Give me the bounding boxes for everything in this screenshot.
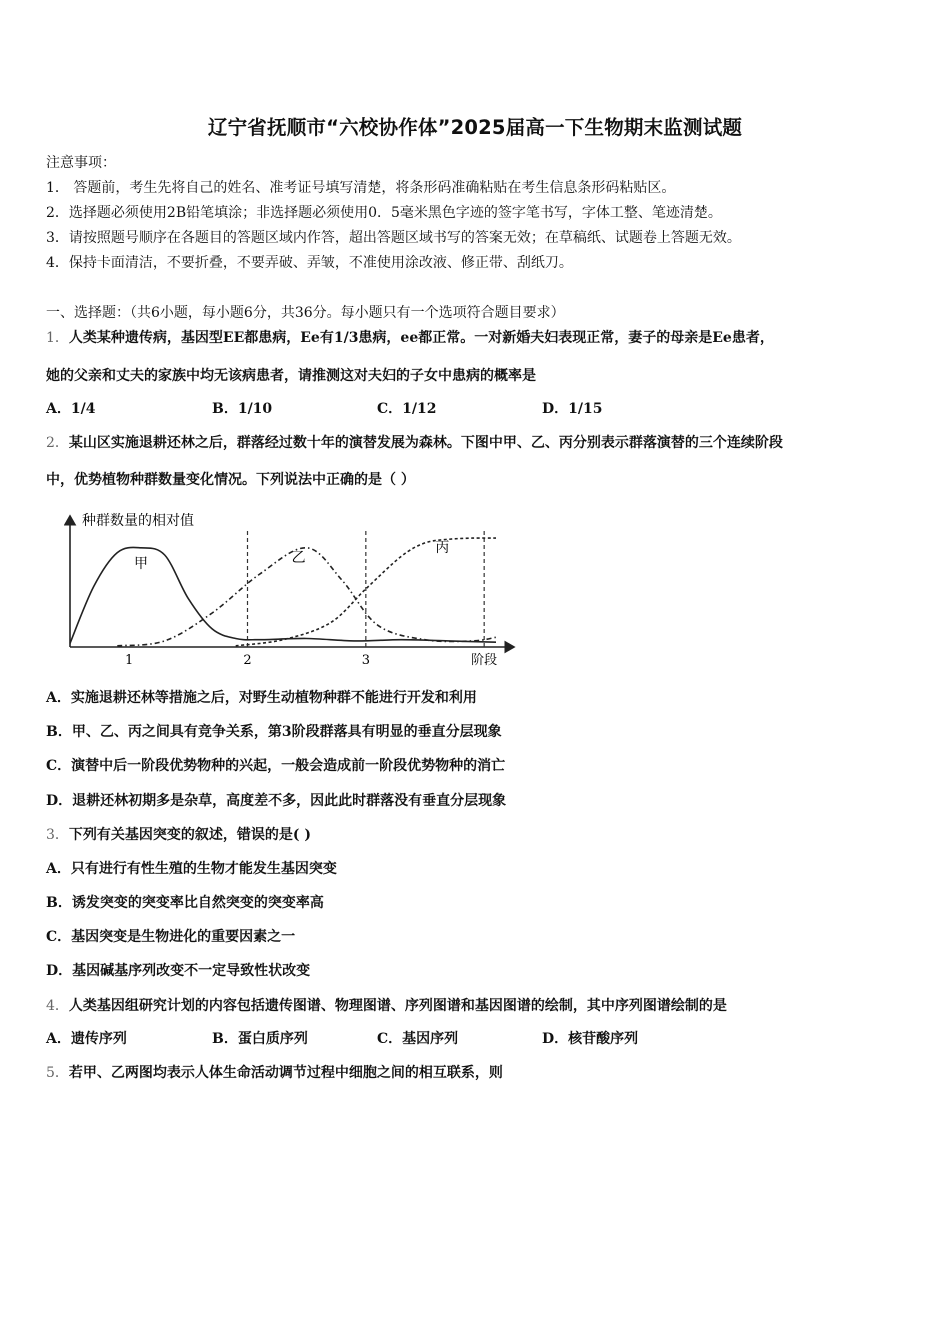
notice-item-2: 2．选择题必须使用2B铅笔填涂；非选择题必须使用0．5毫米黑色字迹的签字笔书写，字体工整、笔迹清楚。 <box>46 205 722 221</box>
question-1-option-d: D．1/15 <box>542 401 603 417</box>
question-3-option-b: B．诱发突变的突变率比自然突变的突变率高 <box>46 895 324 911</box>
question-2-option-c: C．演替中后一阶段优势物种的兴起，一般会造成前一阶段优势物种的消亡 <box>46 758 506 774</box>
question-3-option-d: D．基因碱基序列改变不一定导致性状改变 <box>46 963 311 979</box>
question-1-option-b: B．1/10 <box>212 401 273 417</box>
question-4-option-a: A．遗传序列 <box>46 1031 127 1047</box>
x-axis-label: 阶段 <box>471 653 498 668</box>
series-label-3: 丙 <box>435 540 450 557</box>
question-2-option-d: D．退耕还林初期多是杂草，高度差不多，因此此时群落没有垂直分层现象 <box>46 793 507 809</box>
question-4-option-b: B．蛋白质序列 <box>212 1031 308 1047</box>
succession-chart <box>64 508 524 668</box>
question-4-option-d: D．核苷酸序列 <box>542 1031 639 1047</box>
notice-item-4: 4．保持卡面清洁，不要折叠，不要弄破、弄皱，不准使用涂改液、修正带、刮纸刀。 <box>46 255 573 271</box>
series-label-2: 乙 <box>291 549 306 566</box>
question-2-stem: 某山区实施退耕还林之后，群落经过数十年的演替发展为森林。下图中甲、乙、丙分别表示群落演替的三个连续阶段 <box>68 435 783 451</box>
question-4-number: 4． <box>46 998 69 1014</box>
x-tick-label-1: 1 <box>125 653 134 668</box>
notice-heading: 注意事项： <box>46 155 116 171</box>
question-4-stem: 人类基因组研究计划的内容包括遗传图谱、物理图谱、序列图谱和基因图谱的绘制，其中序列图谱绘制的是 <box>68 998 727 1014</box>
question-1-line-1 <box>46 327 774 347</box>
section-heading: 一、选择题：（共6小题，每小题6分，共36分。每小题只有一个选项符合题目要求） <box>46 305 565 321</box>
question-3-stem: 下列有关基因突变的叙述，错误的是( ) <box>68 827 312 843</box>
question-2-line-1 <box>46 432 783 452</box>
question-3-option-c: C．基因突变是生物进化的重要因素之一 <box>46 929 296 945</box>
question-5-number: 5． <box>46 1065 69 1081</box>
notice-item-1: 1． 答题前，考生先将自己的姓名、准考证号填写清楚，将条形码准确粘贴在考生信息条形码粘贴区。 <box>46 180 676 196</box>
question-1-line-2: 她的父亲和丈夫的家族中均无该病患者，请推测这对夫妇的子女中患病的概率是 <box>46 368 536 384</box>
notice-item-3: 3．请按照题号顺序在各题目的答题区域内作答，超出答题区域书写的答案无效；在草稿纸、试题卷上答题无效。 <box>46 230 741 246</box>
question-3-number: 3． <box>46 827 69 843</box>
question-2-option-b: B．甲、乙、丙之间具有竞争关系，第3阶段群落具有明显的垂直分层现象 <box>46 724 502 740</box>
question-5-stem: 若甲、乙两图均表示人体生命活动调节过程中细胞之间的相互联系，则 <box>68 1065 503 1081</box>
exam-title: 辽宁省抚顺市“六校协作体”2025届高一下生物期末监测试题 <box>207 116 743 139</box>
question-3-option-a: A．只有进行有性生殖的生物才能发生基因突变 <box>46 861 337 877</box>
question-4-option-c: C．基因序列 <box>377 1031 459 1047</box>
question-1-stem: 人类某种遗传病，基因型EE都患病，Ee有1/3患病，ee都正常。一对新婚夫妇表现正常，妻子的母亲是Ee患者， <box>68 330 774 346</box>
y-axis-label: 种群数量的相对值 <box>82 513 194 529</box>
series-label-1: 甲 <box>134 555 148 572</box>
question-1-option-c: C．1/12 <box>377 401 437 417</box>
question-1-number: 1． <box>46 330 69 346</box>
question-1-option-a: A．1/4 <box>46 401 96 417</box>
question-3-line-1 <box>46 824 311 844</box>
question-4-line-1 <box>46 995 727 1015</box>
question-5-line-1 <box>46 1062 503 1082</box>
x-tick-label-3: 3 <box>361 653 370 668</box>
question-2-option-a: A．实施退耕还林等措施之后，对野生动植物种群不能进行开发和利用 <box>46 690 477 706</box>
series-line-2 <box>117 548 496 646</box>
question-2-number: 2． <box>46 435 69 451</box>
question-2-line-2: 中，优势植物种群数量变化情况。下列说法中正确的是（ ） <box>46 472 415 488</box>
x-tick-label-2: 2 <box>243 653 252 668</box>
